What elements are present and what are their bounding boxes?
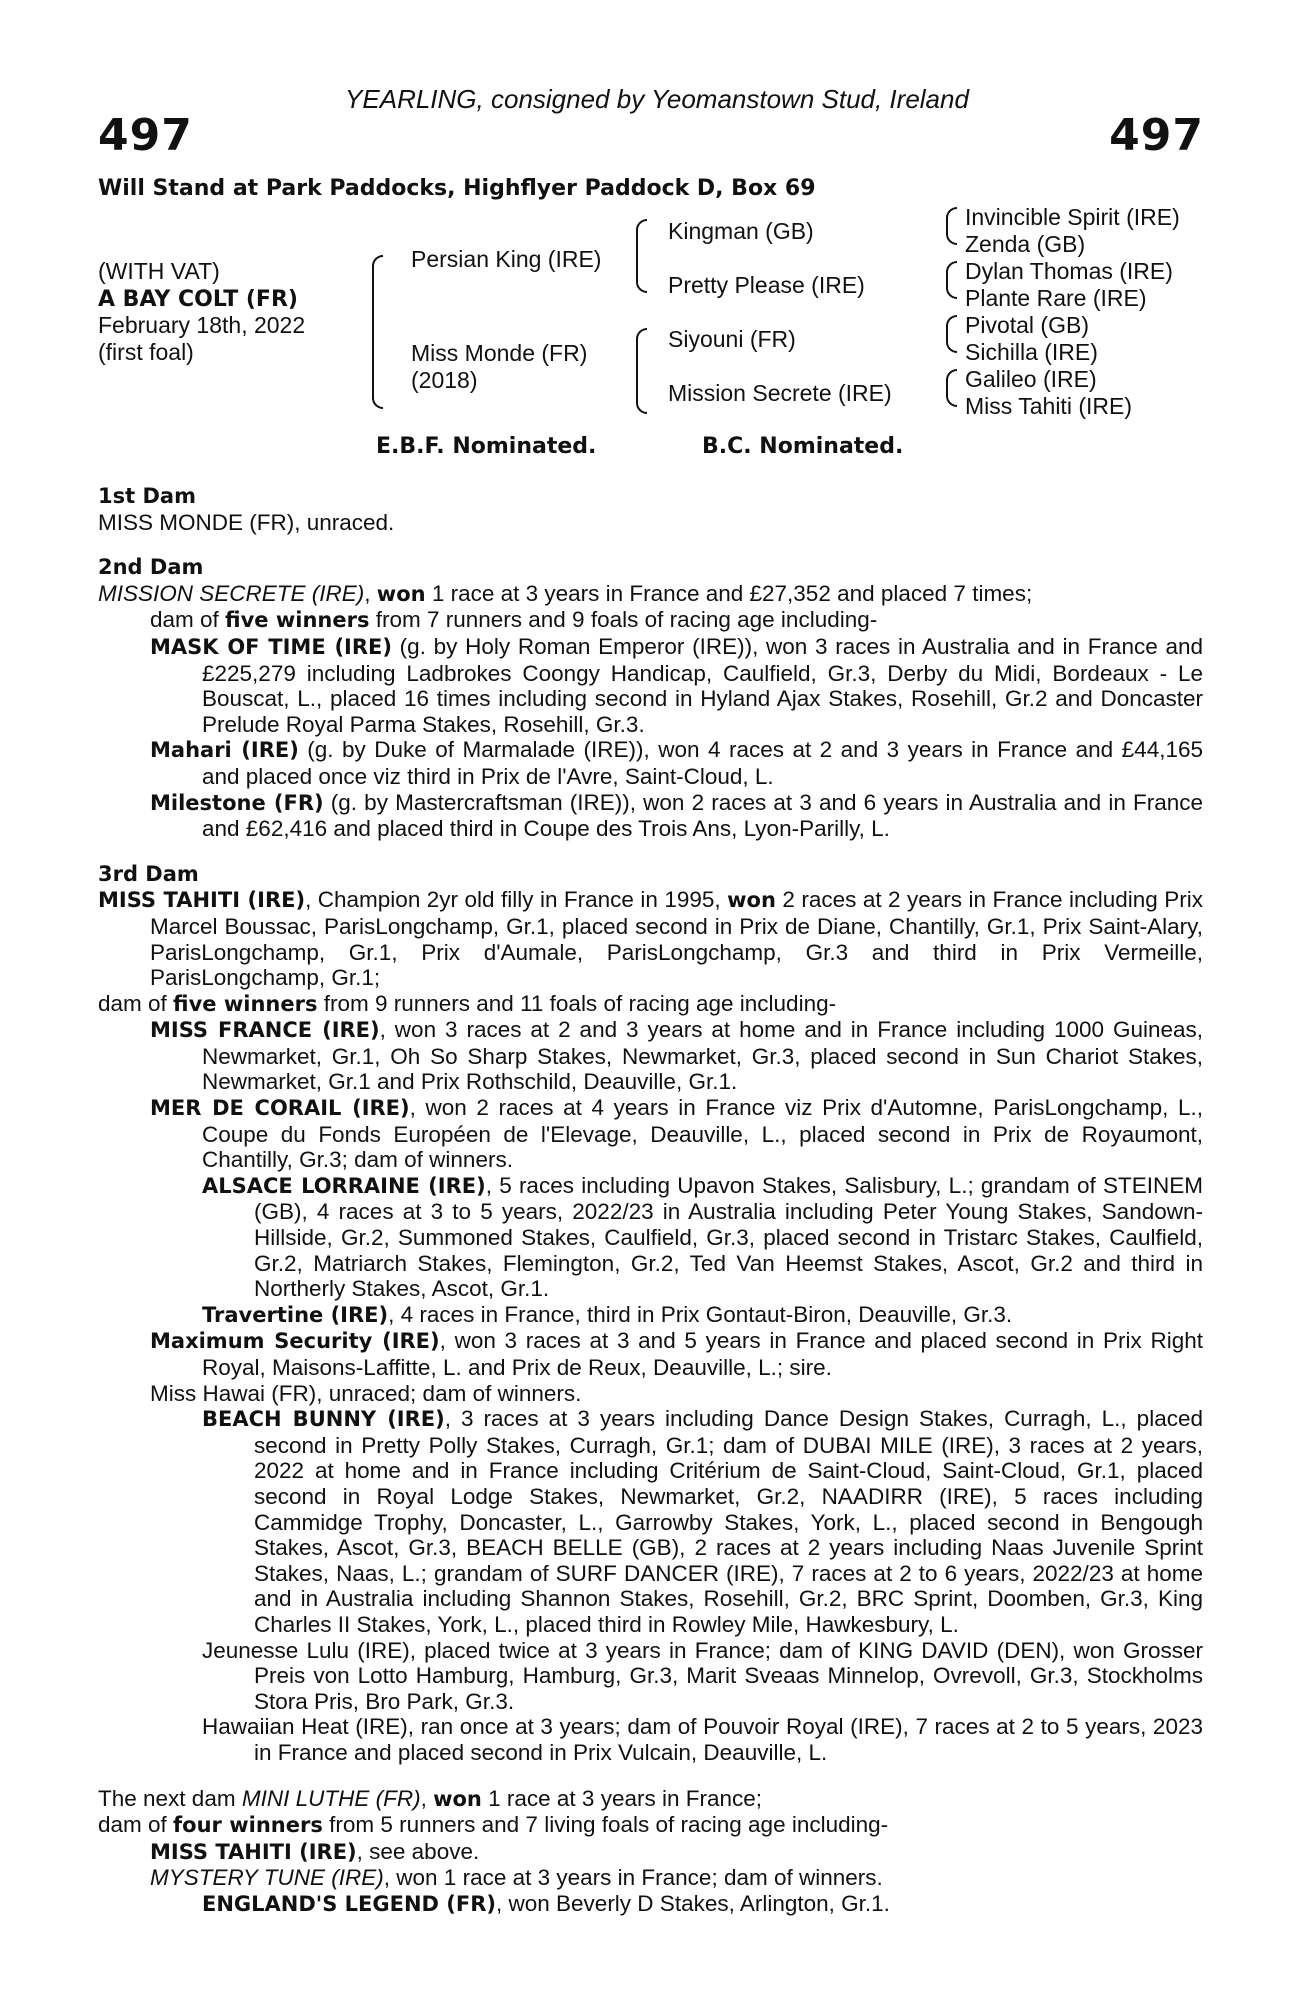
- pedigree-brace-sire: [636, 219, 647, 293]
- pedigree-sdd: Plante Rare (IRE): [965, 285, 1147, 311]
- first-dam-heading: 1st Dam: [98, 484, 196, 508]
- produce-entry: Milestone (FR) (g. by Mastercraftsman (IRE)), won 2 races at 3 and 6 years in Australia and in France and £62,416 and placed third in Coupe des Trois Ans, Lyon-Parilly, L.: [150, 789, 1204, 842]
- horse-note: (first foal): [98, 339, 194, 365]
- pedigree-sire-sire: Kingman (GB): [668, 218, 814, 244]
- pedigree-sss: Invincible Spirit (IRE): [965, 204, 1180, 230]
- horse-name: A BAY COLT (FR): [98, 287, 298, 312]
- pedigree-sire: Persian King (IRE): [411, 246, 602, 272]
- pedigree-dsd: Sichilla (IRE): [965, 339, 1098, 365]
- next-dam-produce-line: dam of four winners from 5 runners and 7 living foals of racing age including-: [98, 1812, 889, 1838]
- first-dam-text: MISS MONDE (FR), unraced.: [98, 509, 395, 535]
- produce-entry: MISS TAHITI (IRE), see above.: [150, 1838, 480, 1864]
- pedigree-brace-dd: [946, 369, 957, 407]
- third-dam-produce-line: dam of five winners from 9 runners and 11 foals of racing age including-: [98, 990, 837, 1016]
- pedigree-brace-main: [372, 255, 383, 409]
- produce-entry: MISS FRANCE (IRE), won 3 races at 2 and 3 years at home and in France including 1000 Guineas, Newmarket, Gr.1, Oh So Sharp Stakes, Newmarket, Gr.3, placed second in Sun Chariot Stakes, Newmarket, Gr.1 and Prix Rothschild, Deauville, Gr.1.: [150, 1017, 1203, 1095]
- pedigree-brace-ss: [946, 207, 957, 245]
- produce-entry: Mahari (IRE) (g. by Duke of Marmalade (IRE)), won 4 races at 2 and 3 years in France and £44,165 and placed once viz third in Prix de l'Avre, Saint-Cloud, L.: [150, 737, 1203, 789]
- produce-entry: Maximum Security (IRE), won 3 races at 3 and 5 years in France and placed second in Prix Right Royal, Maisons-Laffitte, L. and Prix de Reux, Deauville, L.; sire.: [150, 1328, 1203, 1380]
- pedigree-ssd: Zenda (GB): [965, 231, 1086, 257]
- pedigree-dam: Miss Monde (FR): [411, 340, 588, 366]
- pedigree-brace-ds: [946, 315, 957, 353]
- produce-entry: BEACH BUNNY (IRE), 3 races at 3 years including Dance Design Stakes, Curragh, L., placed second in Pretty Polly Stakes, Curragh, Gr.1; dam of DUBAI MILE (IRE), 3 races at 2 years, 2022 at home and in France including Critérium de Saint-Cloud, Saint-Cloud, Gr.1, placed second in Royal Lodge Stakes, Newmarket, Gr.2, NAADIRR (IRE), 5 races including Cammidge Trophy, Doncaster, L., Garrowby Stakes, York, L., placed second in Bengough Stakes, Ascot, Gr.3, BEACH BELLE (GB), 2 races at 2 years including Naas Juvenile Sprint Stakes, Naas, L.; grandam of SURF DANCER (IRE), 7 races at 2 to 6 years, 2022/23 at home and in Australia including Shannon Stakes, Rosehill, Gr.2, BRC Sprint, Doomben, Gr.3, King Charles II Stakes, York, L., placed third in Rowley Mile, Hawkesbury, L.: [202, 1406, 1203, 1637]
- bc-nomination: B.C. Nominated.: [702, 434, 904, 459]
- second-dam-heading: 2nd Dam: [98, 555, 204, 580]
- pedigree-ddd: Miss Tahiti (IRE): [965, 393, 1132, 419]
- produce-entry: ENGLAND'S LEGEND (FR), won Beverly D Stakes, Arlington, Gr.1.: [202, 1890, 890, 1916]
- second-dam-intro: MISSION SECRETE (IRE), won 1 race at 3 years in France and £27,352 and placed 7 times; dam of five winners from 7 runners and 9 foals of racing age including-: [98, 580, 1033, 633]
- pedigree-sire-dam: Pretty Please (IRE): [668, 272, 865, 298]
- produce-entry: MER DE CORAIL (IRE), won 2 races at 4 years in France viz Prix d'Automne, ParisLongchamp, L., Coupe du Fonds Européen de l'Elevage, Deauville, L., placed second in Prix de Royaumont, Chantilly, Gr.3; dam of winners.: [150, 1095, 1203, 1173]
- produce-entry: MYSTERY TUNE (IRE), won 1 race at 3 years in France; dam of winners.: [150, 1865, 883, 1891]
- third-dam-intro: MISS TAHITI (IRE), Champion 2yr old filly in France in 1995, won 2 races at 2 years in France including Prix Marcel Boussac, ParisLongchamp, Gr.1, placed second in Prix de Diane, Chantilly, Gr.1, Prix Saint-Alary, ParisLongchamp, Gr.1, Prix d'Aumale, ParisLongchamp, Gr.3 and third in Prix Vermeille, ParisLongchamp, Gr.1;: [98, 887, 1203, 991]
- produce-entry: Miss Hawai (FR), unraced; dam of winners.: [150, 1380, 582, 1406]
- pedigree-dss: Pivotal (GB): [965, 312, 1089, 338]
- produce-entry: MASK OF TIME (IRE) (g. by Holy Roman Emperor (IRE)), won 3 races in Australia and in France and £225,279 including Ladbrokes Coongy Handicap, Caulfield, Gr.3, Derby du Midi, Bordeaux - Le Bouscat, L., placed 16 times including second in Hyland Ajax Stakes, Rosehill, Gr.2 and Doncaster Prelude Royal Parma Stakes, Rosehill, Gr.3.: [150, 633, 1203, 737]
- pedigree-brace-dam: [636, 328, 647, 414]
- pedigree-brace-sd: [946, 261, 957, 299]
- consignment-line: YEARLING, consigned by Yeomanstown Stud, Ireland: [345, 84, 969, 114]
- pedigree-dam-year: (2018): [411, 367, 478, 393]
- pedigree-dds: Galileo (IRE): [965, 366, 1097, 392]
- vat-note: (WITH VAT): [98, 258, 220, 284]
- pedigree-dam-dam: Mission Secrete (IRE): [668, 380, 892, 406]
- produce-entry: ALSACE LORRAINE (IRE), 5 races including Upavon Stakes, Salisbury, L.; grandam of STEINEM (GB), 4 races at 3 to 5 years, 2022/23 in Australia including Peter Young Stakes, Sandown-Hillside, Gr.2, Summoned Stakes, Caulfield, Gr.3, placed second in Tristarc Stakes, Caulfield, Gr.2, Matriarch Stakes, Flemington, Gr.2, Ted Van Heemst Stakes, Ascot, Gr.2 and third in Northerly Stakes, Ascot, Gr.1.: [202, 1172, 1203, 1302]
- horse-dob: February 18th, 2022: [98, 312, 306, 338]
- stand-location: Will Stand at Park Paddocks, Highflyer Paddock D, Box 69: [98, 176, 816, 201]
- produce-entry: Jeunesse Lulu (IRE), placed twice at 3 years in France; dam of KING DAVID (DEN), won Grosser Preis von Lotto Hamburg, Hamburg, Gr.3, Marit Sveaas Minnelop, Ovrevoll, Gr.3, Stockholms Stora Pris, Bro Park, Gr.3.: [202, 1637, 1203, 1714]
- produce-entry: Hawaiian Heat (IRE), ran once at 3 years; dam of Pouvoir Royal (IRE), 7 races at 2 to 5 years, 2023 in France and placed second in Prix Vulcain, Deauville, L.: [202, 1714, 1203, 1765]
- third-dam-heading: 3rd Dam: [98, 861, 199, 886]
- produce-entry: Travertine (IRE), 4 races in France, third in Prix Gontaut-Biron, Deauville, Gr.3.: [202, 1301, 1013, 1327]
- pedigree-dam-sire: Siyouni (FR): [668, 326, 796, 352]
- pedigree-sds: Dylan Thomas (IRE): [965, 258, 1173, 284]
- catalogue-body: [98, 484, 1203, 1917]
- lot-number-right: 497: [1109, 110, 1204, 161]
- lot-number-left: 497: [98, 110, 193, 161]
- next-dam-intro: The next dam MINI LUTHE (FR), won 1 race at 3 years in France;: [98, 1785, 763, 1811]
- ebf-nomination: E.B.F. Nominated.: [376, 434, 597, 459]
